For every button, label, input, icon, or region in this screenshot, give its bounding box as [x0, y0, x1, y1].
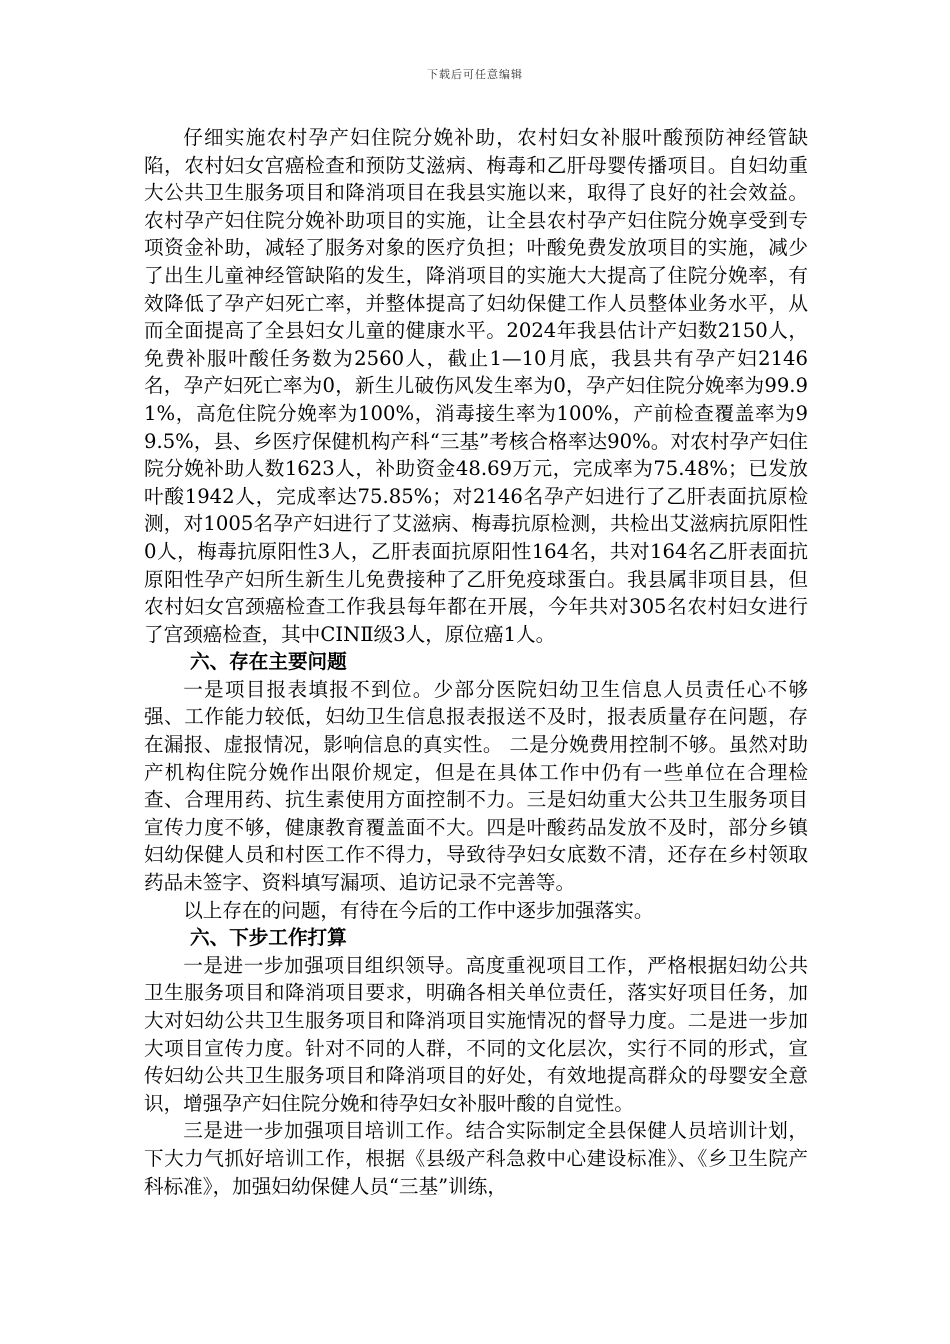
- section-heading-main-problems: 六、存在主要问题: [190, 650, 347, 674]
- paragraph-problems: 一是项目报表填报不到位。少部分医院妇幼卫生信息人员责任心不够强、工作能力较低，妇幼卫生信息报表报送不及时，报表质量存在问题，存在漏报、虚报情况，影响信息的真实性。 二是分娩费用控制不够。虽然对助产机构住院分娩作出限价规定，但是在具体工作中仍有一些单位在合理检查、合理用药、抗生素使用方面控制不力。三是妇幼重大公共卫生服务项目宣传力度不够，健康教育覆盖面不大。四是叶酸药品发放不及时，部分乡镇妇幼保健人员和村医工作不得力，导致待孕妇女底数不清，还存在乡村领取药品未签字、资料填写漏项、追访记录不完善等。: [144, 677, 808, 895]
- paragraph-next-steps-1: 一是进一步加强项目组织领导。高度重视项目工作，严格根据妇幼公共卫生服务项目和降消项目要求，明确各相关单位责任，落实好项目任务，加大对妇幼公共卫生服务项目和降消项目实施情况的督导力度。二是进一步加大项目宣传力度。针对不同的人群，不同的文化层次，实行不同的形式，宣传妇幼公共卫生服务项目和降消项目的好处，有效地提高群众的母婴安全意识，增强孕产妇住院分娩和待孕妇女补服叶酸的自觉性。: [144, 953, 808, 1115]
- paragraph-problems-conclusion: 以上存在的问题，有待在今后的工作中逐步加强落实。: [183, 898, 654, 922]
- document-body: [144, 124, 808, 1200]
- section-heading-next-steps: 六、下步工作打算: [190, 926, 347, 950]
- header-note: 下载后可任意编辑: [427, 68, 523, 81]
- paragraph-next-steps-2: 三是进一步加强项目培训工作。结合实际制定全县保健人员培训计划，下大力气抓好培训工作，根据《县级产科急救中心建设标准》、《乡卫生院产科标准》，加强妇幼保健人员“三基”训练，: [144, 1119, 808, 1198]
- paragraph-maternal-health-summary: 仔细实施农村孕产妇住院分娩补助，农村妇女补服叶酸预防神经管缺陷，农村妇女宫癌检查和预防艾滋病、梅毒和乙肝母婴传播项目。自妇幼重大公共卫生服务项目和降消项目在我县实施以来，取得了良好的社会效益。农村孕产妇住院分娩补助项目的实施，让全县农村孕产妇住院分娩享受到专项资金补助，减轻了服务对象的医疗负担；叶酸免费发放项目的实施，减少了出生儿童神经管缺陷的发生，降消项目的实施大大提高了住院分娩率，有效降低了孕产妇死亡率，并整体提高了妇幼保健工作人员整体业务水平，从而全面提高了全县妇女儿童的健康水平。2024年我县估计产妇数2150人，免费补服叶酸任务数为2560人，截止1—10月底，我县共有孕产妇2146名，孕产妇死亡率为0，新生儿破伤风发生率为0，孕产妇住院分娩率为99.91%，高危住院分娩率为100%，消毒接生率为100%，产前检查覆盖率为99.5%，县、乡医疗保健机构产科“三基”考核合格率达90%。对农村孕产妇住院分娩补助人数1623人，补助资金48.69万元，完成率为75.48%；已发放叶酸1942人，完成率达75.85%；对2146名孕产妇进行了乙肝表面抗原检测，对1005名孕产妇进行了艾滋病、梅毒抗原检测，共检出艾滋病抗原阳性 0人，梅毒抗原阳性3人，乙肝表面抗原阳性164名，共对164名乙肝表面抗原阳性孕产妇所生新生儿免费接种了乙肝免疫球蛋白。我县属非项目县，但农村妇女宫颈癌检查工作我县每年都在开展，今年共对305名农村妇女进行了宫颈癌检查，其中CINⅡ级3人，原位癌1人。: [144, 126, 808, 646]
